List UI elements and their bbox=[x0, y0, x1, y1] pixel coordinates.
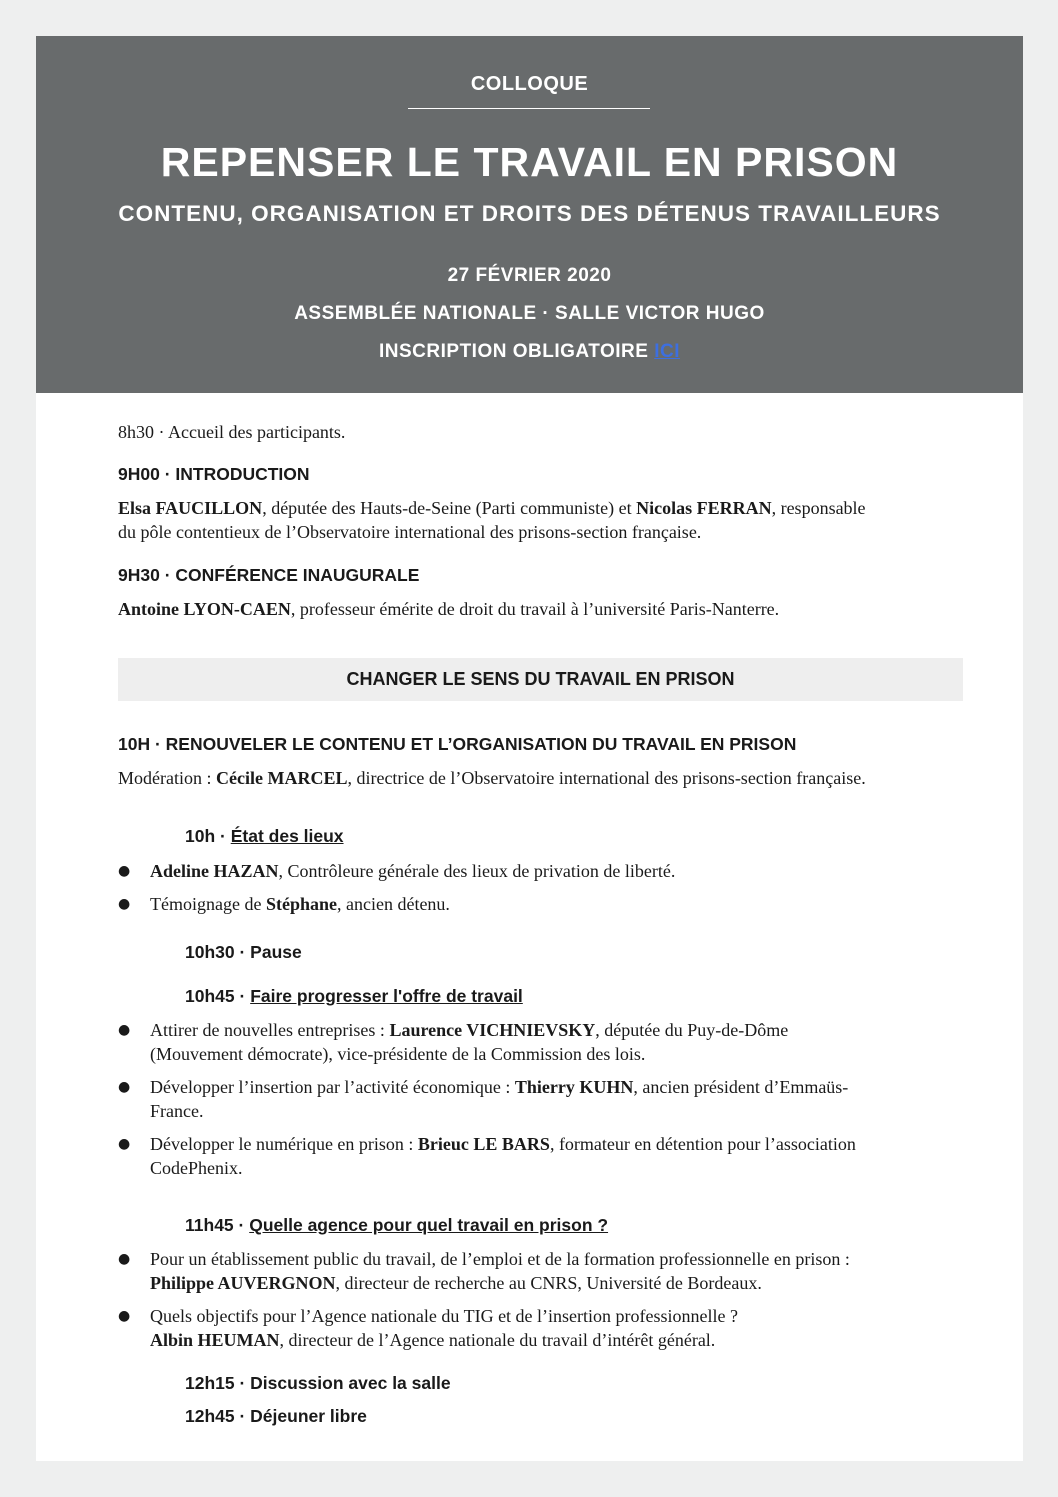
section-title: CHANGER LE SENS DU TRAVAIL EN PRISON bbox=[346, 669, 735, 689]
bullet-icon: ● bbox=[118, 1308, 131, 1324]
kicker-divider bbox=[408, 108, 650, 109]
speaker-name: Thierry KUHN bbox=[514, 1077, 634, 1097]
intro-heading: 9H00 · INTRODUCTION bbox=[118, 464, 310, 484]
slot-time: 10h · bbox=[185, 826, 231, 846]
slot-title: Quelle agence pour quel travail en prison ? bbox=[249, 1215, 609, 1235]
bullet-icon: ● bbox=[118, 1079, 131, 1095]
item-text: Attirer de nouvelles entreprises : bbox=[150, 1020, 390, 1040]
bullet-icon: ● bbox=[118, 1136, 131, 1152]
speaker-name: Cécile MARCEL bbox=[215, 768, 348, 788]
event-type: COLLOQUE bbox=[470, 73, 589, 95]
speaker-role: , ancien président d’Emmaüs- bbox=[633, 1077, 849, 1097]
item-text: Témoignage de bbox=[150, 894, 266, 914]
moderation-line bbox=[118, 766, 866, 790]
event-title: REPENSER LE TRAVAIL EN PRISON bbox=[160, 139, 899, 185]
session-heading: 10H · RENOUVELER LE CONTENU ET L’ORGANISATION DU TRAVAIL EN PRISON bbox=[118, 734, 797, 754]
speaker-name: Nicolas FERRAN bbox=[636, 498, 772, 518]
speaker-name: Brieuc LE BARS bbox=[417, 1134, 550, 1154]
speaker-name: Stéphane bbox=[265, 894, 337, 914]
slot-title: Faire progresser l'offre de travail bbox=[250, 986, 523, 1006]
bullet-icon: ● bbox=[118, 1022, 131, 1038]
speaker-role: , députée des Hauts-de-Seine (Parti communiste) et bbox=[262, 498, 637, 518]
bullet-icon: ● bbox=[118, 896, 131, 912]
speaker-role: , directeur de l’Agence nationale du travail d’intérêt général. bbox=[279, 1330, 716, 1350]
slot-heading bbox=[185, 1215, 608, 1236]
speaker-role: , Contrôleure générale des lieux de privation de liberté. bbox=[278, 861, 676, 881]
item-text: Quels objectifs pour l’Agence nationale du TIG et de l’insertion professionnelle ? bbox=[150, 1306, 738, 1326]
keynote-heading: 9H30 · CONFÉRENCE INAUGURALE bbox=[118, 565, 420, 585]
list-item bbox=[118, 859, 948, 883]
event-date: 27 FÉVRIER 2020 bbox=[447, 265, 612, 286]
slot-heading bbox=[185, 986, 523, 1007]
pause-heading: 10h30 · Pause bbox=[185, 942, 302, 962]
speaker-name: Elsa FAUCILLON bbox=[118, 498, 263, 518]
list-item bbox=[118, 892, 948, 916]
list-item bbox=[118, 1247, 948, 1295]
list-item bbox=[118, 1018, 948, 1066]
speaker-role: , responsable bbox=[771, 498, 866, 518]
item-text: Développer l’insertion par l’activité économique : bbox=[150, 1077, 515, 1097]
header-banner bbox=[36, 36, 1023, 393]
section-band bbox=[118, 658, 963, 701]
item-text: CodePhenix. bbox=[150, 1158, 243, 1178]
bullet-icon: ● bbox=[118, 1251, 131, 1267]
list-item bbox=[118, 1075, 948, 1123]
program-page bbox=[36, 36, 1023, 1461]
speaker-name: Laurence VICHNIEVSKY bbox=[389, 1020, 596, 1040]
registration-line bbox=[36, 341, 1023, 363]
speaker-role: , directrice de l’Observatoire international des prisons-section française. bbox=[347, 768, 866, 788]
speaker-role: , députée du Puy-de-Dôme bbox=[595, 1020, 789, 1040]
item-text: (Mouvement démocrate), vice-présidente de la Commission des lois. bbox=[150, 1044, 646, 1064]
speaker-role: , professeur émérite de droit du travail à l’université Paris-Nanterre. bbox=[290, 599, 780, 619]
speaker-name: Adeline HAZAN bbox=[150, 861, 279, 881]
keynote-speaker bbox=[118, 597, 779, 621]
speaker-role: , formateur en détention pour l’association bbox=[549, 1134, 856, 1154]
speaker-name: Albin HEUMAN bbox=[150, 1330, 280, 1350]
welcome-line: 8h30 · Accueil des participants. bbox=[118, 422, 346, 442]
event-subtitle: CONTENU, ORGANISATION ET DROITS DES DÉTENUS TRAVAILLEURS bbox=[118, 201, 941, 226]
intro-line-1 bbox=[118, 496, 958, 520]
bullet-icon: ● bbox=[118, 863, 131, 879]
item-text: Développer le numérique en prison : bbox=[150, 1134, 418, 1154]
speaker-name: Philippe AUVERGNON bbox=[150, 1273, 336, 1293]
list-item bbox=[118, 1304, 948, 1352]
intro-speakers bbox=[118, 496, 958, 544]
slot-time: 11h45 · bbox=[185, 1215, 250, 1235]
lunch-heading: 12h45 · Déjeuner libre bbox=[185, 1406, 367, 1426]
item-text: Pour un établissement public du travail, de l’emploi et de la formation professionnelle en prison : bbox=[150, 1249, 850, 1269]
registration-link[interactable]: ICI bbox=[654, 341, 680, 362]
slot-heading bbox=[185, 826, 344, 847]
speaker-role: , directeur de recherche au CNRS, Université de Bordeaux. bbox=[335, 1273, 762, 1293]
intro-line-2: du pôle contentieux de l’Observatoire international des prisons-section française. bbox=[118, 522, 702, 542]
slot-title: État des lieux bbox=[230, 826, 344, 846]
speaker-role: , ancien détenu. bbox=[336, 894, 450, 914]
event-venue: ASSEMBLÉE NATIONALE · SALLE VICTOR HUGO bbox=[294, 303, 765, 324]
speaker-name: Antoine LYON-CAEN bbox=[118, 599, 291, 619]
discussion-heading: 12h15 · Discussion avec la salle bbox=[185, 1373, 451, 1393]
registration-text: INSCRIPTION OBLIGATOIRE bbox=[379, 341, 655, 362]
moderation-label: Modération : bbox=[118, 768, 216, 788]
slot-time: 10h45 · bbox=[185, 986, 251, 1006]
item-text: France. bbox=[150, 1101, 204, 1121]
list-item bbox=[118, 1132, 948, 1180]
